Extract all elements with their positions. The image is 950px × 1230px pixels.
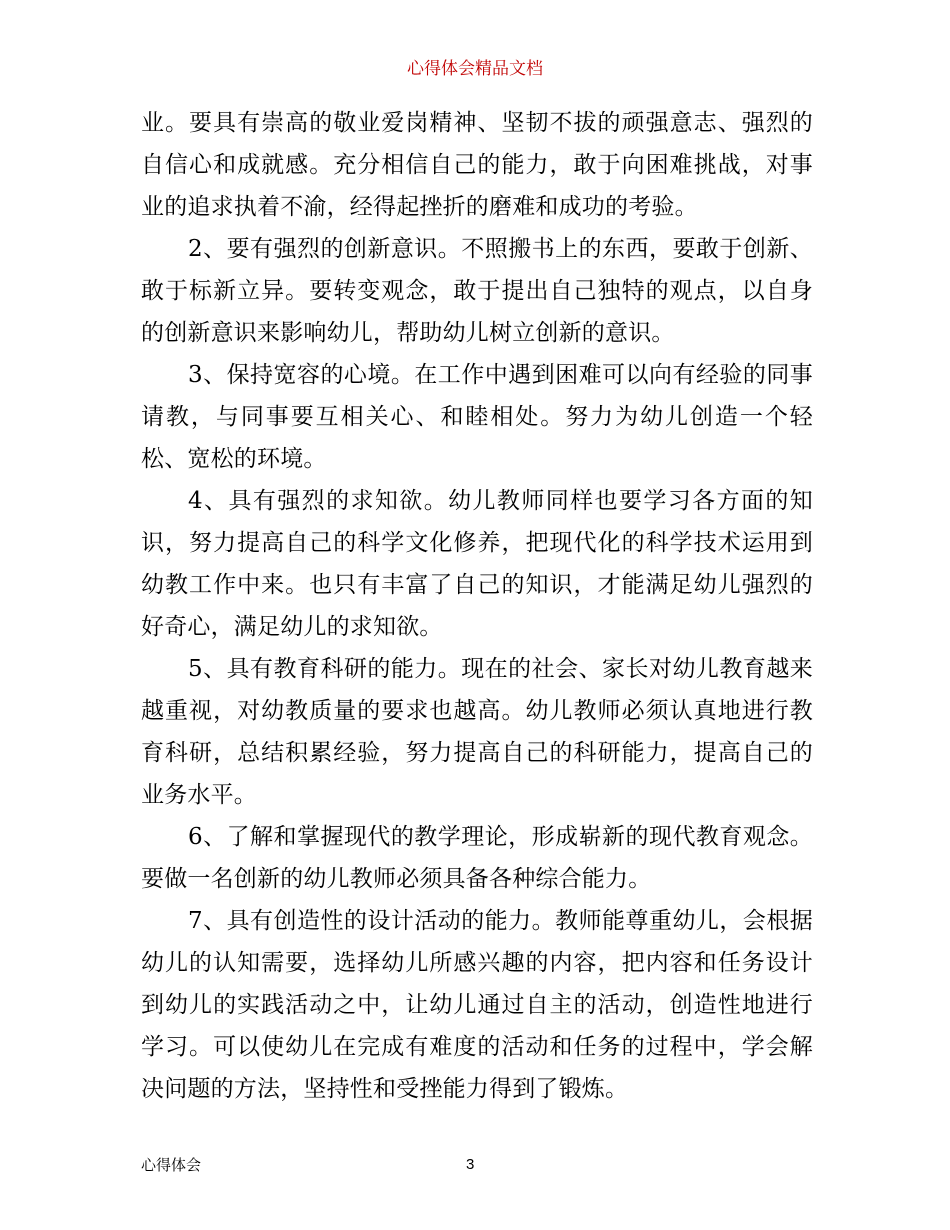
footer-label: 心得体会 (141, 1156, 202, 1174)
document-body (141, 102, 813, 1110)
paragraph-item-5: 5、具有教育科研的能力。现在的社会、家长对幼儿教育越来越重视，对幼教质量的要求也越高。幼儿教师必须认真地进行教育科研，总结积累经验，努力提高自己的科研能力，提高自己的业务水平。 (141, 656, 813, 808)
paragraph-item-2: 2、要有强烈的创新意识。不照搬书上的东西，要敢于创新、敢于标新立异。要转变观念，敢于提出自己独特的观点，以自身的创新意识来影响幼儿，帮助幼儿树立创新的意识。 (141, 236, 813, 346)
paragraph-item-4: 4、具有强烈的求知欲。幼儿教师同样也要学习各方面的知识，努力提高自己的科学文化修养，把现代化的科学技术运用到幼教工作中来。也只有丰富了自己的知识，才能满足幼儿强烈的好奇心，满足幼儿的求知欲。 (141, 488, 813, 640)
page-number: 3 (466, 1156, 475, 1173)
paragraph-item-7: 7、具有创造性的设计活动的能力。教师能尊重幼儿，会根据幼儿的认知需要，选择幼儿所感兴趣的内容，把内容和任务设计到幼儿的实践活动之中，让幼儿通过自主的活动，创造性地进行学习。可以使幼儿在完成有难度的活动和任务的过程中，学会解决问题的方法，坚持性和受挫能力得到了锻炼。 (141, 908, 813, 1102)
paragraph-item-3: 3、保持宽容的心境。在工作中遇到困难可以向有经验的同事请教，与同事要互相关心、和睦相处。努力为幼儿创造一个轻松、宽松的环境。 (141, 362, 813, 472)
paragraph-continuation: 业。要具有崇高的敬业爱岗精神、坚韧不拔的顽强意志、强烈的自信心和成就感。充分相信自己的能力，敢于向困难挑战，对事业的追求执着不渝，经得起挫折的磨难和成功的考验。 (141, 110, 813, 220)
document-header-title: 心得体会精品文档 (407, 59, 543, 79)
paragraph-item-6: 6、了解和掌握现代的教学理论，形成崭新的现代教育观念。要做一名创新的幼儿教师必须具备各种综合能力。 (141, 824, 813, 892)
